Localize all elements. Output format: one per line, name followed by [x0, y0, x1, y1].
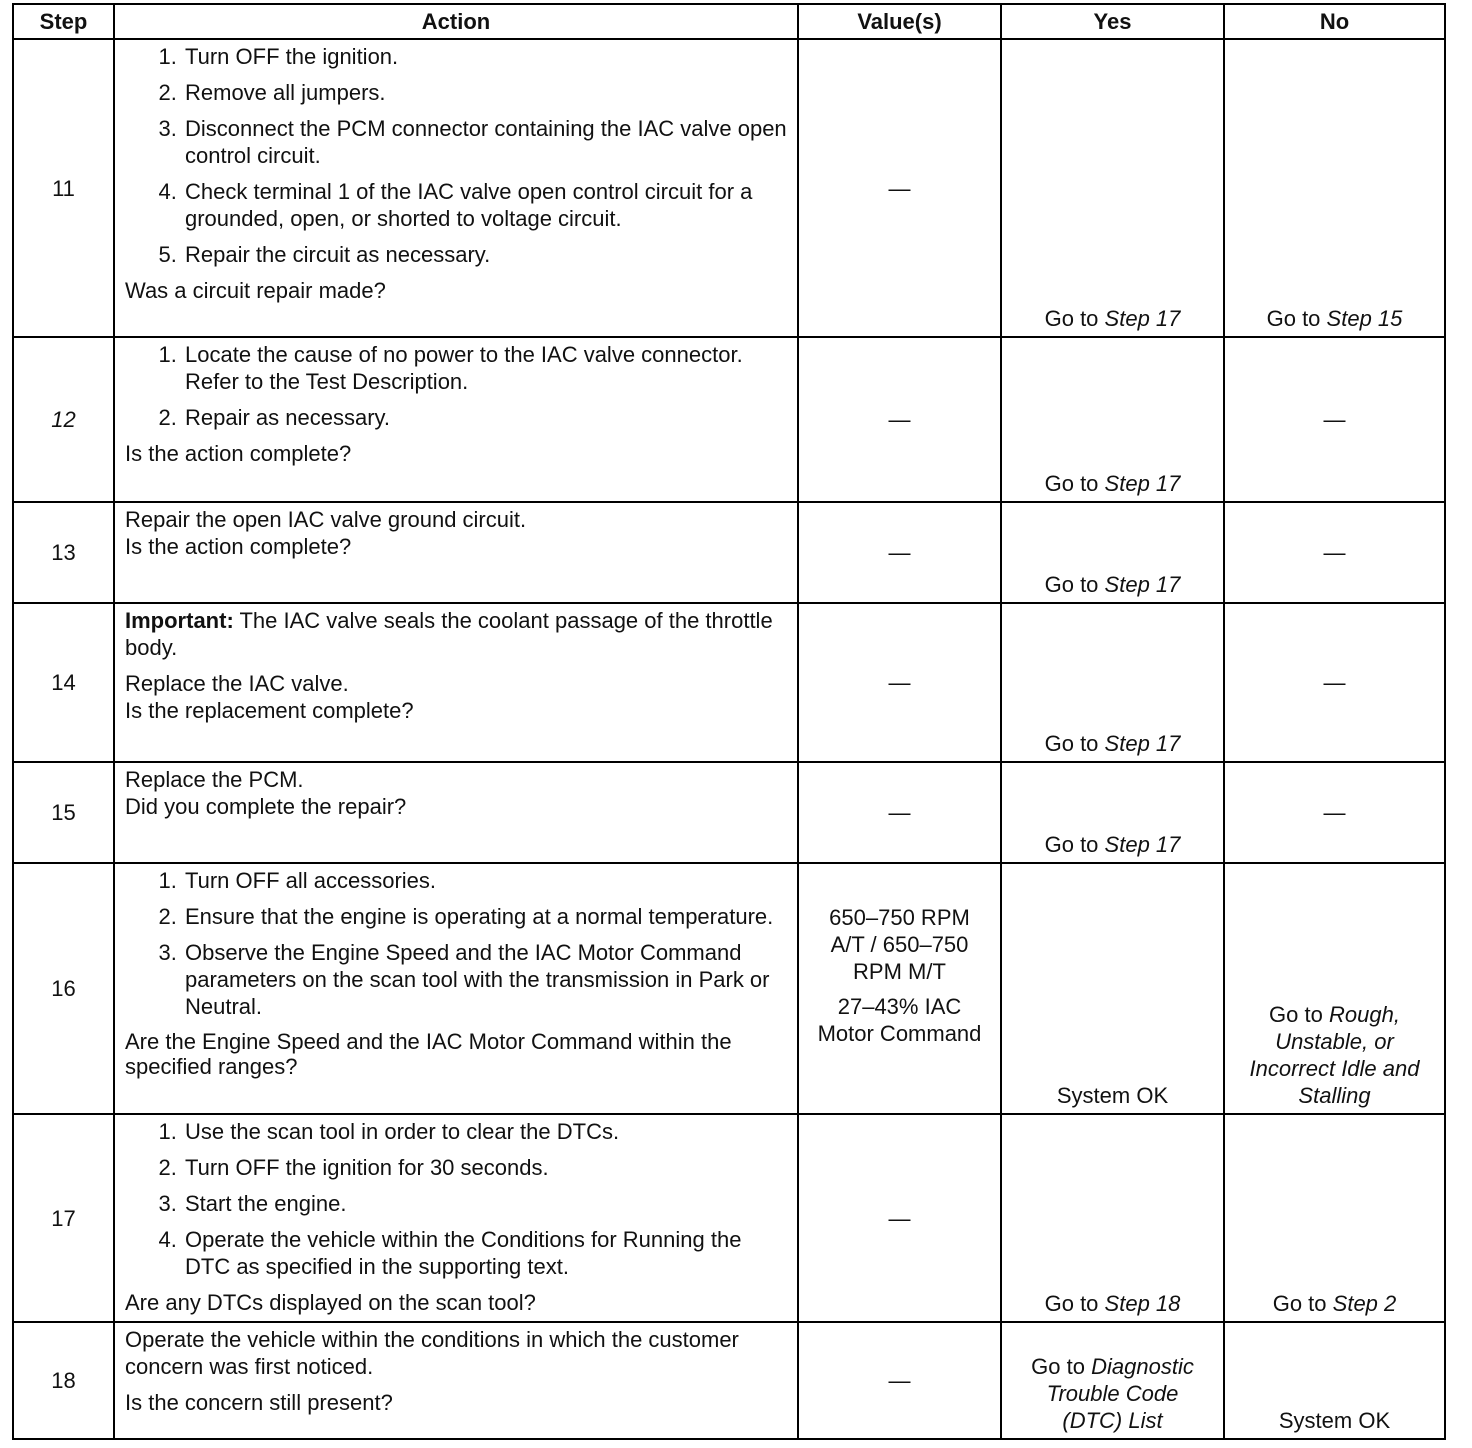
action-list: [125, 867, 789, 1029]
action-text: Replace the PCM.: [125, 767, 304, 792]
value-line: 27–43% IAC Motor Command: [817, 994, 982, 1046]
no-cell: [1224, 39, 1445, 337]
action-list: [125, 341, 789, 440]
action-item: 2. Repair as necessary.: [183, 404, 789, 431]
action-item: 1. Turn OFF the ignition.: [183, 43, 789, 70]
action-item: 3. Disconnect the PCM connector containing the IAC valve open control circuit.: [183, 115, 789, 169]
no-target: Step 2: [1332, 1291, 1397, 1316]
action-question: Was a circuit repair made?: [125, 278, 386, 303]
header-step: Step: [13, 4, 114, 39]
important-note: [125, 607, 789, 661]
action-cell: [114, 863, 798, 1114]
no-cell: System OK: [1224, 1322, 1445, 1439]
no-cell: [1224, 863, 1445, 1114]
no-cell: —: [1224, 502, 1445, 603]
no-cell: —: [1224, 337, 1445, 502]
no-cell: —: [1224, 762, 1445, 863]
value-cell: —: [798, 1322, 1001, 1439]
table-row: [13, 502, 1445, 603]
value-cell: [798, 863, 1001, 1114]
action-item: 5. Repair the circuit as necessary.: [183, 241, 789, 268]
yes-cell: [1001, 502, 1224, 603]
table-row: [13, 337, 1445, 502]
action-item: 1. Locate the cause of no power to the IAC valve connector. Refer to the Test Description.: [183, 341, 789, 395]
action-list: [125, 43, 789, 277]
action-item: 3. Start the engine.: [183, 1190, 789, 1217]
header-no: No: [1224, 4, 1445, 39]
goto-prefix: Go to: [1044, 471, 1099, 496]
step-number: 11: [13, 39, 114, 337]
action-question: Are the Engine Speed and the IAC Motor Command within the specified ranges?: [125, 1029, 732, 1079]
action-question: Is the concern still present?: [125, 1390, 393, 1415]
step-number: 17: [13, 1114, 114, 1322]
yes-target: Diagnostic Trouble Code (DTC) List: [1046, 1354, 1194, 1433]
important-text: The IAC valve seals the coolant passage of the throttle body.: [125, 608, 773, 660]
yes-target: Step 17: [1104, 731, 1181, 756]
yes-cell: [1001, 1322, 1224, 1439]
step-number: 13: [13, 502, 114, 603]
header-action: Action: [114, 4, 798, 39]
no-target: Step 15: [1326, 306, 1403, 331]
header-yes: Yes: [1001, 4, 1224, 39]
yes-target: Step 17: [1104, 306, 1181, 331]
action-item: 3. Observe the Engine Speed and the IAC Motor Command parameters on the scan tool with the transmission in Park or Neutral.: [183, 939, 789, 1020]
action-question: Did you complete the repair?: [125, 794, 407, 819]
action-cell: [114, 337, 798, 502]
yes-target: Step 18: [1104, 1291, 1181, 1316]
table-row: [13, 603, 1445, 762]
value-cell: —: [798, 502, 1001, 603]
action-text: Replace the IAC valve.: [125, 671, 349, 696]
value-line: 650–750 RPM A/T / 650–750 RPM M/T: [829, 905, 970, 984]
yes-cell: [1001, 603, 1224, 762]
goto-prefix: Go to: [1269, 1002, 1323, 1027]
important-label: Important:: [125, 608, 234, 633]
goto-prefix: Go to: [1044, 306, 1099, 331]
goto-prefix: Go to: [1272, 1291, 1327, 1316]
action-cell: [114, 39, 798, 337]
value-cell: —: [798, 39, 1001, 337]
action-item: 2. Turn OFF the ignition for 30 seconds.: [183, 1154, 789, 1181]
yes-cell: [1001, 337, 1224, 502]
yes-cell: System OK: [1001, 863, 1224, 1114]
yes-target: Step 17: [1104, 832, 1181, 857]
action-item: 4. Operate the vehicle within the Conditions for Running the DTC as specified in the supporting text.: [183, 1226, 789, 1280]
action-item: 2. Ensure that the engine is operating at a normal temperature.: [183, 903, 789, 930]
step-number: 15: [13, 762, 114, 863]
yes-cell: [1001, 39, 1224, 337]
goto-prefix: Go to: [1266, 306, 1321, 331]
goto-prefix: Go to: [1044, 731, 1099, 756]
action-text: Operate the vehicle within the conditions in which the customer concern was first noticed.: [125, 1327, 739, 1379]
goto-prefix: Go to: [1044, 1291, 1099, 1316]
table-row: [13, 1114, 1445, 1322]
action-item: 4. Check terminal 1 of the IAC valve open control circuit for a grounded, open, or shorted to voltage circuit.: [183, 178, 789, 232]
step-number: 16: [13, 863, 114, 1114]
action-cell: [114, 603, 798, 762]
action-list: [125, 1118, 789, 1289]
no-cell: —: [1224, 603, 1445, 762]
yes-cell: [1001, 1114, 1224, 1322]
action-item: 2. Remove all jumpers.: [183, 79, 789, 106]
header-values: Value(s): [798, 4, 1001, 39]
value-cell: —: [798, 337, 1001, 502]
step-number: 18: [13, 1322, 114, 1439]
action-question: Is the replacement complete?: [125, 698, 414, 723]
action-question: Are any DTCs displayed on the scan tool?: [125, 1290, 536, 1315]
no-cell: [1224, 1114, 1445, 1322]
action-cell: [114, 762, 798, 863]
no-target: Rough, Unstable, or Incorrect Idle and Stalling: [1249, 1002, 1420, 1108]
diagnostic-table: [12, 3, 1446, 1440]
goto-prefix: Go to: [1044, 832, 1099, 857]
goto-prefix: Go to: [1044, 572, 1099, 597]
action-cell: [114, 1322, 798, 1439]
action-cell: [114, 502, 798, 603]
value-cell: —: [798, 1114, 1001, 1322]
table-row: [13, 863, 1445, 1114]
step-number: 12: [13, 337, 114, 502]
step-number: 14: [13, 603, 114, 762]
yes-cell: [1001, 762, 1224, 863]
yes-target: Step 17: [1104, 471, 1181, 496]
yes-target: Step 17: [1104, 572, 1181, 597]
table-row: [13, 1322, 1445, 1439]
goto-prefix: Go to: [1031, 1354, 1085, 1379]
table-row: [13, 39, 1445, 337]
table-row: [13, 762, 1445, 863]
value-cell: —: [798, 603, 1001, 762]
action-text: Repair the open IAC valve ground circuit.: [125, 507, 527, 532]
action-cell: [114, 1114, 798, 1322]
action-item: 1. Turn OFF all accessories.: [183, 867, 789, 894]
action-item: 1. Use the scan tool in order to clear the DTCs.: [183, 1118, 789, 1145]
value-cell: —: [798, 762, 1001, 863]
action-question: Is the action complete?: [125, 534, 352, 559]
action-question: Is the action complete?: [125, 441, 352, 466]
header-row: [13, 4, 1445, 39]
